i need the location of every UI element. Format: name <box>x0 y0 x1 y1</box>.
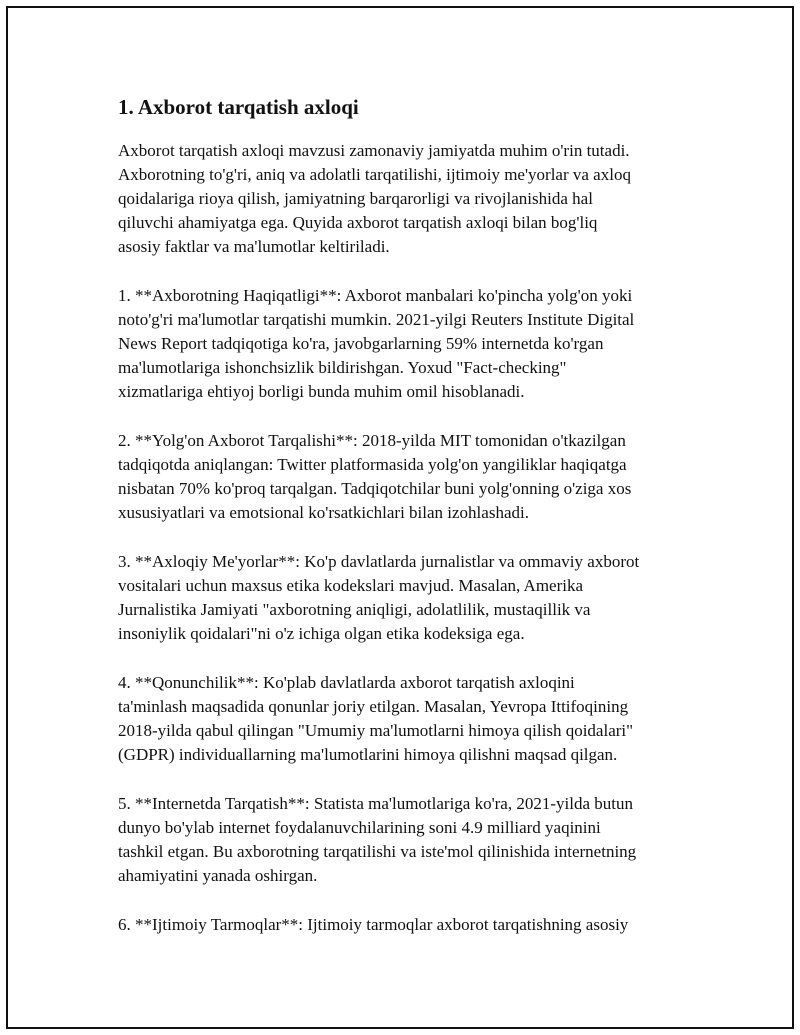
document-body <box>118 94 693 962</box>
paragraph-line: ahamiyatini yanada oshirgan. <box>118 866 318 885</box>
paragraph-line: tadqiqotda aniqlangan: Twitter platformasida yolg'on yangiliklar haqiqatga <box>118 455 627 474</box>
page-frame <box>6 6 794 1029</box>
paragraph-line: noto'g'ri ma'lumotlar tarqatishi mumkin. 2021-yilgi Reuters Institute Digital <box>118 310 635 329</box>
point-4-paragraph <box>118 671 693 767</box>
paragraph-line: tashkil etgan. Bu axborotning tarqatilishi va iste'mol qilinishida internetning <box>118 842 637 861</box>
paragraph-line: Jurnalistika Jamiyati "axborotning aniqligi, adolatlilik, mustaqillik va <box>118 600 591 619</box>
paragraph-line: News Report tadqiqotiga ko'ra, javobgarlarning 59% internetda ko'rgan <box>118 334 604 353</box>
paragraph-line: ma'lumotlariga ishonchsizlik bildirishgan. Yoxud "Fact-checking" <box>118 358 567 377</box>
paragraph-line: asosiy faktlar va ma'lumotlar keltiriladi. <box>118 237 390 256</box>
intro-paragraph <box>118 139 693 259</box>
paragraph-line: 6. **Ijtimoiy Tarmoqlar**: Ijtimoiy tarmoqlar axborot tarqatishning asosiy <box>118 915 629 934</box>
paragraph-line: Axborotning to'g'ri, aniq va adolatli tarqatilishi, ijtimoiy me'yorlar va axloq <box>118 165 631 184</box>
paragraph-line: nisbatan 70% ko'proq tarqalgan. Tadqiqotchilar buni yolg'onning o'ziga xos <box>118 479 632 498</box>
point-6-paragraph <box>118 913 693 937</box>
paragraph-line: vositalari uchun maxsus etika kodekslari mavjud. Masalan, Amerika <box>118 576 584 595</box>
paragraph-line: 1. **Axborotning Haqiqatligi**: Axborot manbalari ko'pincha yolg'on yoki <box>118 286 633 305</box>
point-2-paragraph <box>118 429 693 525</box>
paragraph-line: 4. **Qonunchilik**: Ko'plab davlatlarda axborot tarqatish axloqini <box>118 673 575 692</box>
point-3-paragraph <box>118 550 693 646</box>
paragraph-line: qoidalariga rioya qilish, jamiyatning barqarorligi va rivojlanishida hal <box>118 189 593 208</box>
paragraph-line: 5. **Internetda Tarqatish**: Statista ma'lumotlariga ko'ra, 2021-yilda butun <box>118 794 633 813</box>
paragraph-line: qiluvchi ahamiyatga ega. Quyida axborot tarqatish axloqi bilan bog'liq <box>118 213 598 232</box>
paragraph-line: dunyo bo'ylab internet foydalanuvchilarining soni 4.9 milliard yaqinini <box>118 818 601 837</box>
paragraph-line: xususiyatlari va emotsional ko'rsatkichlari bilan izohlashadi. <box>118 503 529 522</box>
paragraph-line: insoniylik qoidalari"ni o'z ichiga olgan etika kodeksiga ega. <box>118 624 525 643</box>
point-5-paragraph <box>118 792 693 888</box>
paragraph-line: Axborot tarqatish axloqi mavzusi zamonaviy jamiyatda muhim o'rin tutadi. <box>118 141 630 160</box>
paragraph-line: xizmatlariga ehtiyoj borligi bunda muhim omil hisoblanadi. <box>118 382 525 401</box>
paragraph-line: 2. **Yolg'on Axborot Tarqalishi**: 2018-yilda MIT tomonidan o'tkazilgan <box>118 431 626 450</box>
point-1-paragraph <box>118 284 693 404</box>
paragraph-line: 3. **Axloqiy Me'yorlar**: Ko'p davlatlarda jurnalistlar va ommaviy axborot <box>118 552 640 571</box>
paragraph-line: (GDPR) individuallarning ma'lumotlarini himoya qilishni maqsad qilgan. <box>118 745 618 764</box>
paragraph-line: ta'minlash maqsadida qonunlar joriy etilgan. Masalan, Yevropa Ittifoqining <box>118 697 629 716</box>
section-heading: 1. Axborot tarqatish axloqi <box>118 95 359 119</box>
paragraph-line: 2018-yilda qabul qilingan "Umumiy ma'lumotlarni himoya qilish qoidalari" <box>118 721 634 740</box>
